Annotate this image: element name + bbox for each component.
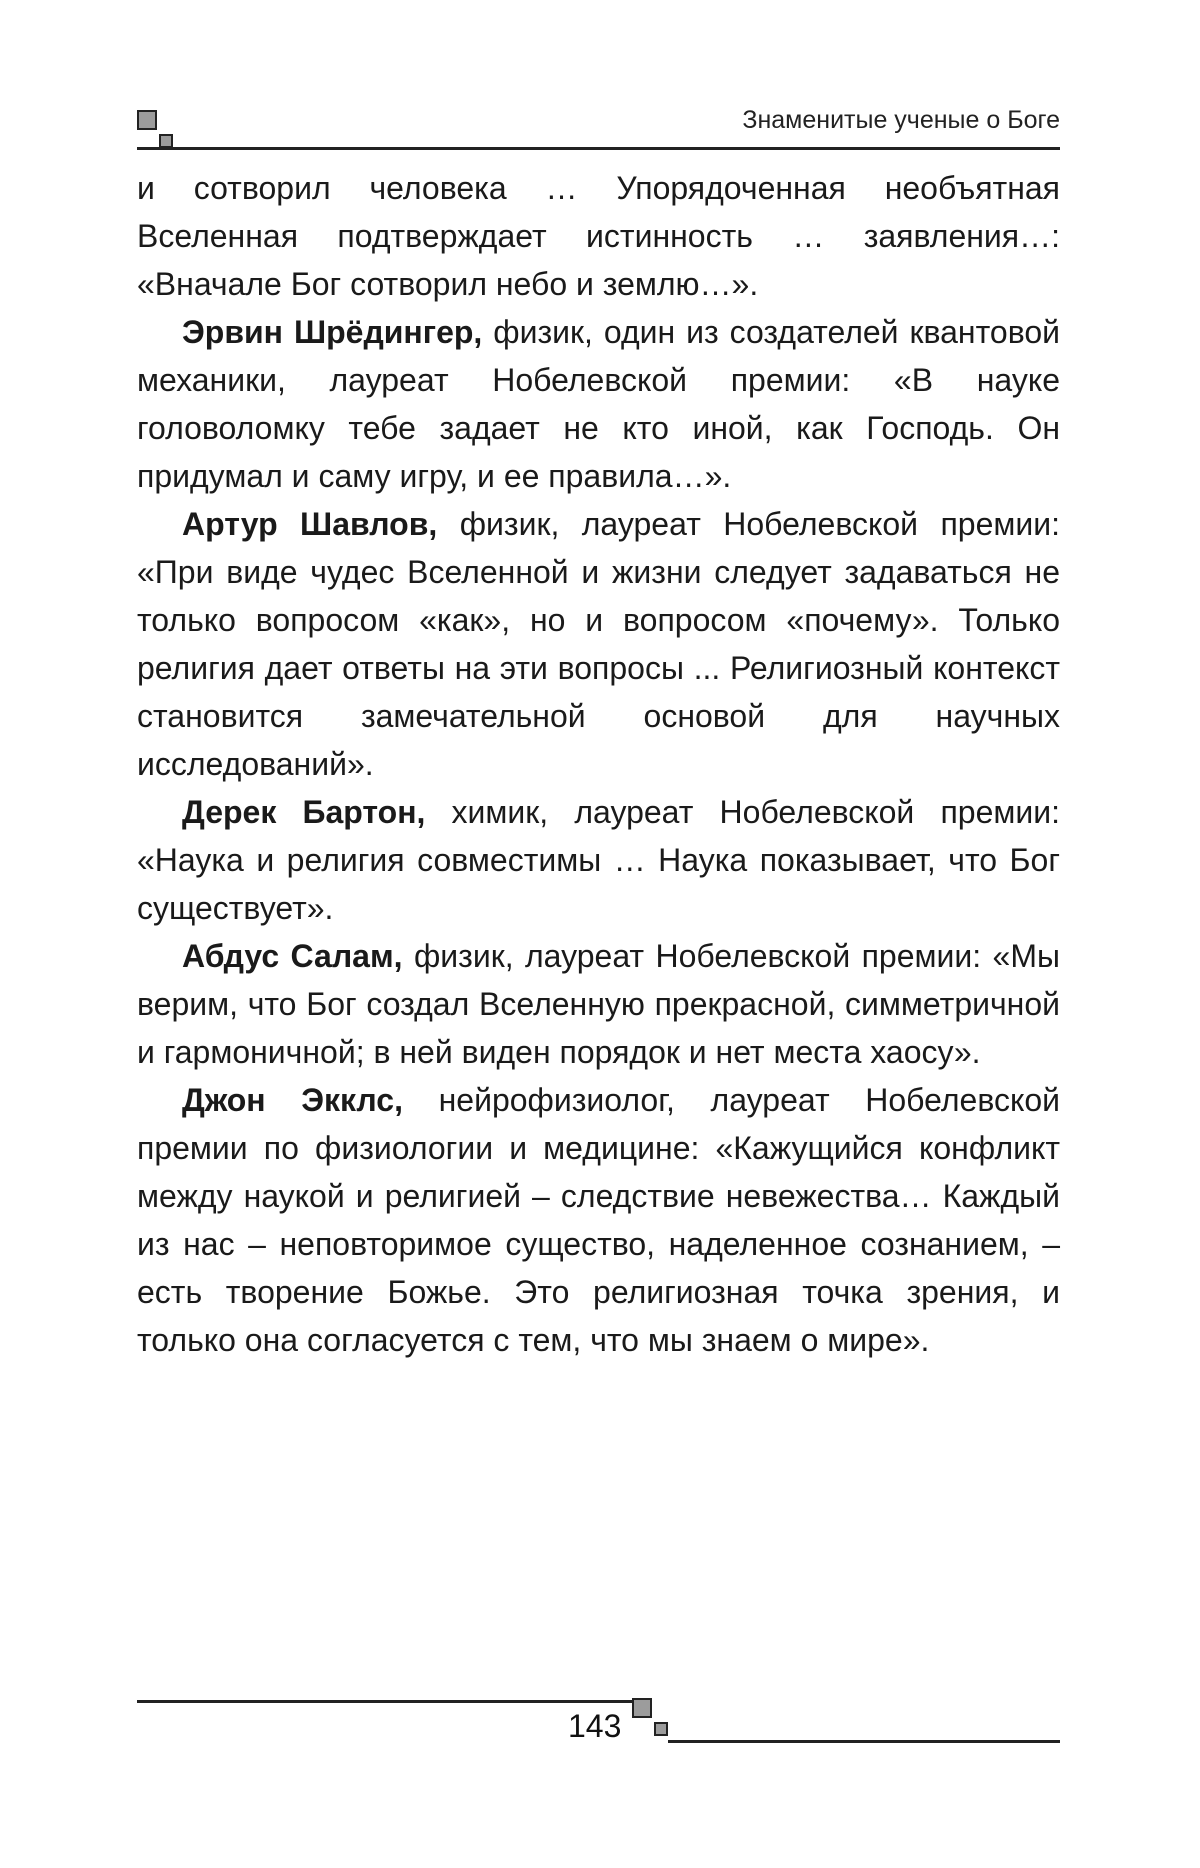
- scientist-name: Абдус Салам,: [182, 938, 403, 974]
- decorative-square: [632, 1698, 652, 1718]
- page-number: 143: [568, 1708, 622, 1744]
- intro-paragraph: и сотворил человека … Упорядоченная необъятная Вселенная подтверждает истинность … заявления…: «Вначале Бог сотворил небо и землю…».: [137, 170, 1060, 302]
- quote-paragraph: [137, 308, 1060, 500]
- decorative-square: [137, 110, 157, 130]
- quote-paragraph: [137, 500, 1060, 788]
- scientist-name: Эрвин Шрёдингер,: [182, 314, 483, 350]
- quote-text: физик, лауреат Нобелевской премии: «Мы верим, что Бог создал Вселенную прекрасной, симметричной и гармоничной; в ней виден порядок и нет места хаосу».: [137, 938, 1061, 1070]
- quote-text: нейрофизиолог, лауреат Нобелевской премии по физиологии и медицине: «Кажущийся конфликт между наукой и религией – следствие невежества… Каждый из нас – неповторимое существо, наделенное сознанием, – есть творение Божье. Это религиозная точка зрения, и только она согласуется с тем, что мы знаем о мире».: [137, 1082, 1061, 1358]
- quote-paragraph: [137, 932, 1060, 1076]
- quote-paragraph: [137, 788, 1060, 932]
- header-rule: [137, 147, 1060, 150]
- footer-rule-right: [668, 1740, 1060, 1743]
- scientist-name: Джон Экклс,: [182, 1082, 403, 1118]
- quote-text: физик, один из создателей квантовой механики, лауреат Нобелевской премии: «В науке головоломку тебе задает не кто иной, как Господь. Он придумал и саму игру, и ее правила…».: [137, 314, 1060, 494]
- running-header-title: Знаменитые ученые о Боге: [742, 106, 1060, 134]
- header-decoration-squares: [137, 110, 175, 150]
- page-body: [137, 164, 1060, 1364]
- decorative-square-small: [654, 1722, 668, 1736]
- scientist-name: Артур Шавлов,: [182, 506, 438, 542]
- quote-text: физик, лауреат Нобелевской премии: «При виде чудес Вселенной и жизни следует задаваться не только вопросом «как», но и вопросом «почему». Только религия дает ответы на эти вопросы ... Религиозный контекст становится замечательной основой для научных исследований».: [137, 506, 1060, 782]
- quote-text: химик, лауреат Нобелевской премии: «Наука и религия совместимы … Наука показывает, что Бог существует».: [137, 794, 1061, 926]
- footer-rule-left: [137, 1700, 647, 1703]
- scientist-name: Дерек Бартон,: [182, 794, 426, 830]
- decorative-square-small: [159, 134, 173, 148]
- quote-paragraph: [137, 1076, 1060, 1364]
- footer-decoration-squares: [632, 1698, 670, 1738]
